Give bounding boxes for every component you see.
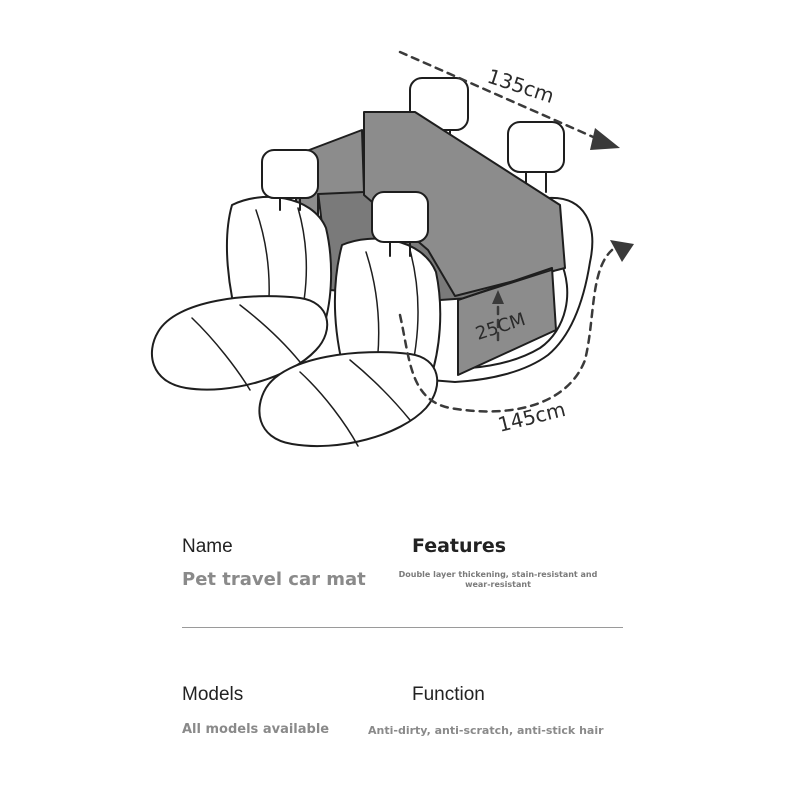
front-left-headrest [262,150,318,198]
dimension-label-height: 25CM [473,309,529,345]
name-heading: Name [182,536,233,557]
dimension-label-bottom: 145cm [495,396,568,437]
features-value: Double layer thickening, stain-resistant and wear-resistant [398,570,598,589]
arrowhead-bottom [610,240,634,262]
arrowhead-top [590,128,620,150]
divider-line [182,627,623,628]
function-heading: Function [412,684,485,705]
function-value: Anti-dirty, anti-scratch, anti-stick hair [368,724,604,737]
features-heading: Features [412,535,507,557]
models-heading: Models [182,684,244,705]
dimension-label-top: 135cm [484,63,558,108]
name-value: Pet travel car mat [182,569,366,590]
models-value: All models available [182,722,330,737]
front-right-headrest [372,192,428,242]
rear-headrest-right [508,122,564,172]
